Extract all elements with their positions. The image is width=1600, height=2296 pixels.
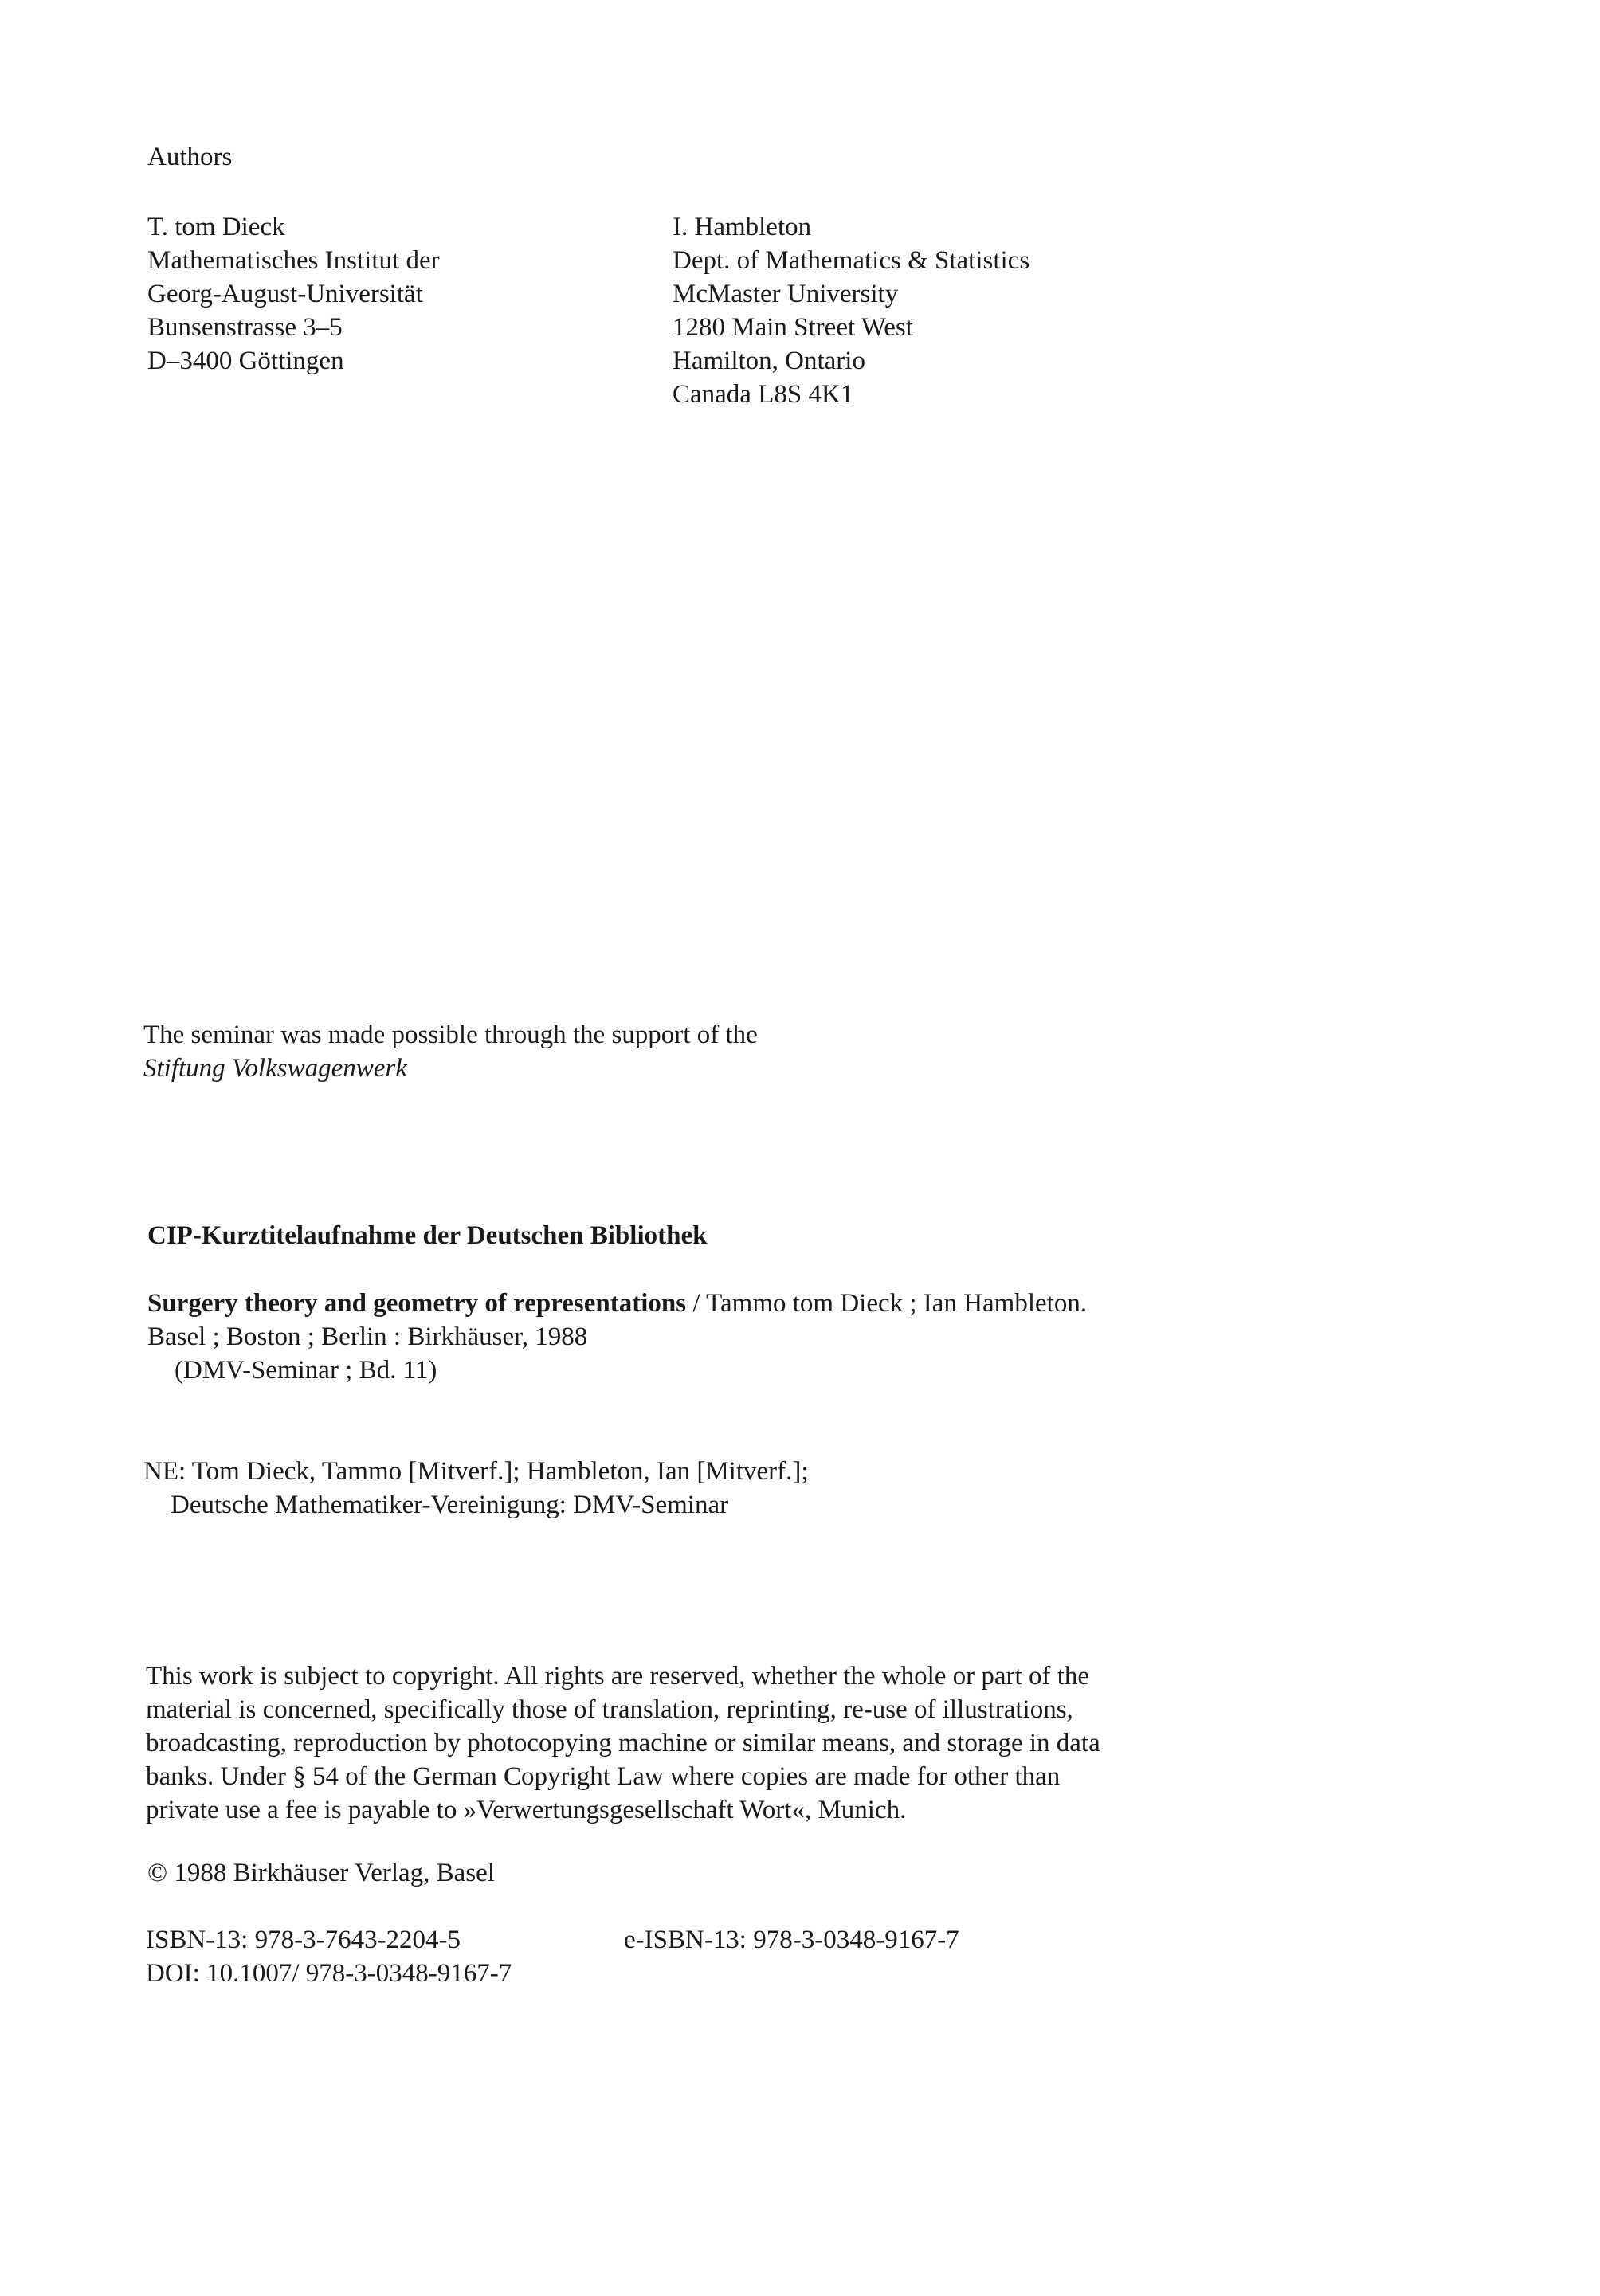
cip-heading-text: CIP-Kurztitelaufnahme der Deutschen Bibliothek xyxy=(147,1221,708,1250)
author-2-address-line: Canada L8S 4K1 xyxy=(673,380,854,409)
author-1-address-line: Bunsenstrasse 3–5 xyxy=(147,313,343,342)
author-1-name: T. tom Dieck xyxy=(147,213,285,241)
support-note-text: The seminar was made possible through the support of the xyxy=(143,1021,758,1049)
cip-heading xyxy=(147,1219,707,1252)
support-sponsor: Stiftung Volkswagenwerk xyxy=(143,1054,407,1083)
copyright-notice-line: private use a fee is payable to »Verwertungsgesellschaft Wort«, Munich. xyxy=(146,1796,907,1824)
isbn-block xyxy=(146,1923,959,1990)
copyright-notice-line: material is concerned, specifically those of translation, reprinting, re-use of illustrations, xyxy=(146,1695,1073,1724)
ne-line-2: Deutsche Mathematiker-Vereinigung: DMV-Seminar xyxy=(171,1491,729,1519)
cip-book-title: Surgery theory and geometry of representations xyxy=(147,1289,687,1318)
author-2-address-line: Hamilton, Ontario xyxy=(673,347,865,375)
copyright-line-text: © 1988 Birkhäuser Verlag, Basel xyxy=(147,1859,495,1887)
cip-imprint: Basel ; Boston ; Berlin : Birkhäuser, 1988 xyxy=(147,1322,588,1351)
authors-heading xyxy=(147,140,232,174)
ne-entry xyxy=(143,1455,809,1522)
support-note xyxy=(143,1018,758,1085)
doi: DOI: 10.1007/ 978-3-0348-9167-7 xyxy=(146,1959,512,1988)
cip-book-authors: / Tammo tom Dieck ; Ian Hambleton. xyxy=(686,1289,1088,1318)
eisbn: e-ISBN-13: 978-3-0348-9167-7 xyxy=(624,1926,959,1954)
authors-heading-text: Authors xyxy=(147,143,233,171)
isbn: ISBN-13: 978-3-7643-2204-5 xyxy=(146,1926,461,1954)
copyright-line xyxy=(147,1856,495,1890)
author-1-address-line: D–3400 Göttingen xyxy=(147,347,344,375)
cip-entry xyxy=(147,1287,1087,1387)
ne-line-1: NE: Tom Dieck, Tammo [Mitverf.]; Hambleton, Ian [Mitverf.]; xyxy=(143,1457,809,1486)
author-1-address-line: Georg-August-Universität xyxy=(147,280,423,308)
copyright-notice-line: banks. Under § 54 of the German Copyright Law where copies are made for other than xyxy=(146,1762,1061,1791)
copyright-notice-line: This work is subject to copyright. All rights are reserved, whether the whole or part of the xyxy=(146,1662,1090,1691)
author-2-address-line: Dept. of Mathematics & Statistics xyxy=(673,246,1030,275)
copyright-notice-line: broadcasting, reproduction by photocopying machine or similar means, and storage in data xyxy=(146,1729,1100,1757)
copyright-notice xyxy=(146,1659,1100,1827)
author-1-address-line: Mathematisches Institut der xyxy=(147,246,440,275)
author-2-address-line: McMaster University xyxy=(673,280,899,308)
cip-title-line xyxy=(147,1287,1087,1320)
cip-series: (DMV-Seminar ; Bd. 11) xyxy=(175,1356,437,1385)
author-2-address-line: 1280 Main Street West xyxy=(673,313,913,342)
author-address-hambleton xyxy=(673,210,1029,411)
author-2-name: I. Hambleton xyxy=(673,213,812,241)
author-address-dieck xyxy=(147,210,440,378)
